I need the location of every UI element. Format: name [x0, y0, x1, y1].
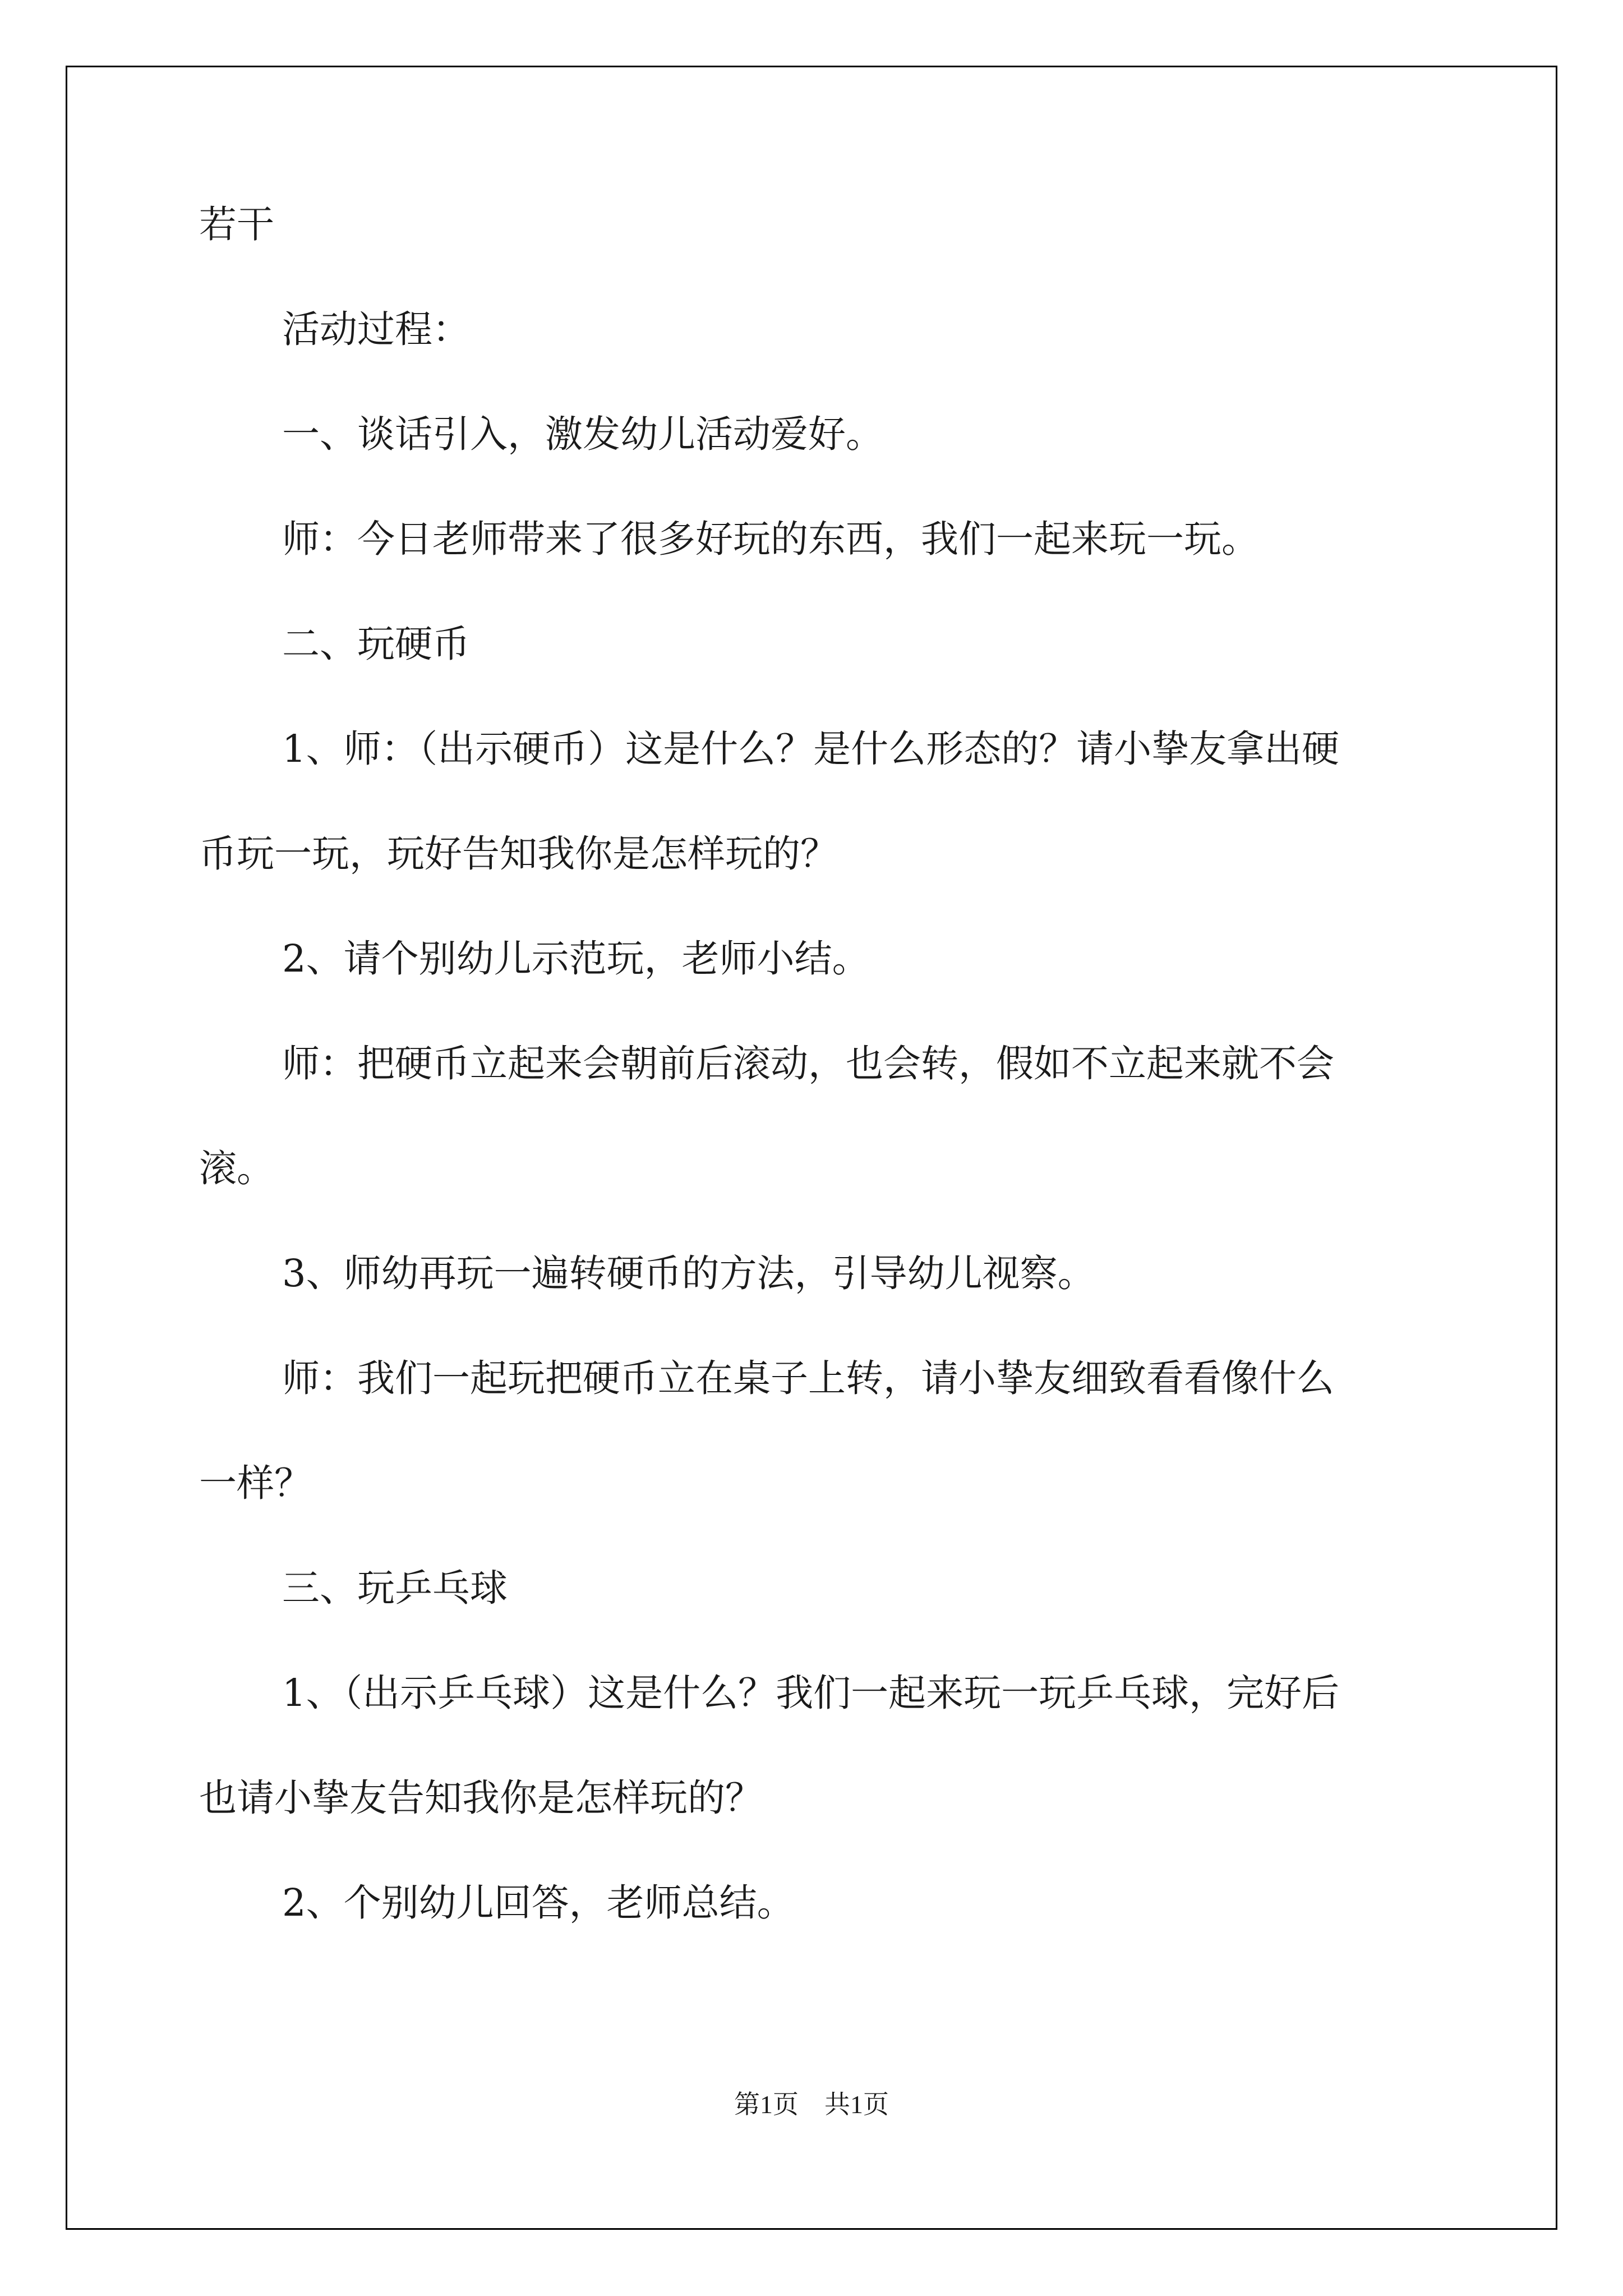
text-line: 若干: [199, 203, 274, 246]
text-line: 师：我们一起玩把硬币立在桌子上转，请小挚友细致看看像什么: [282, 1356, 1334, 1400]
text-line: 1、（出示乒乓球）这是什么？我们一起来玩一玩乒乓球，完好后: [282, 1671, 1340, 1715]
text-line: 活动过程：: [282, 307, 470, 351]
page-number-footer: 第1页 共1页: [734, 2090, 889, 2119]
text-line: 也请小挚友告知我你是怎样玩的？: [199, 1776, 763, 1820]
text-line: 1、师：（出示硬币）这是什么？是什么形态的？请小挚友拿出硬: [282, 727, 1340, 771]
text-line: 师：把硬币立起来会朝前后滚动，也会转，假如不立起来就不会: [282, 1042, 1334, 1085]
text-line: 一、谈话引入，激发幼儿活动爱好。: [282, 412, 883, 456]
text-line: 2、个别幼儿回答，老师总结。: [282, 1881, 795, 1925]
text-line: 二、玩硬币: [282, 622, 470, 666]
text-line: 师：今日老师带来了很多好玩的东西，我们一起来玩一玩。: [282, 517, 1259, 561]
text-line: 三、玩乒乓球: [282, 1566, 508, 1610]
text-line: 3、师幼再玩一遍转硬币的方法，引导幼儿视察。: [282, 1251, 1095, 1295]
text-line: 币玩一玩，玩好告知我你是怎样玩的？: [199, 832, 838, 876]
text-line: 2、请个别幼儿示范玩，老师小结。: [282, 937, 870, 981]
text-line: 一样？: [199, 1461, 312, 1505]
text-line: 滚。: [199, 1147, 274, 1190]
